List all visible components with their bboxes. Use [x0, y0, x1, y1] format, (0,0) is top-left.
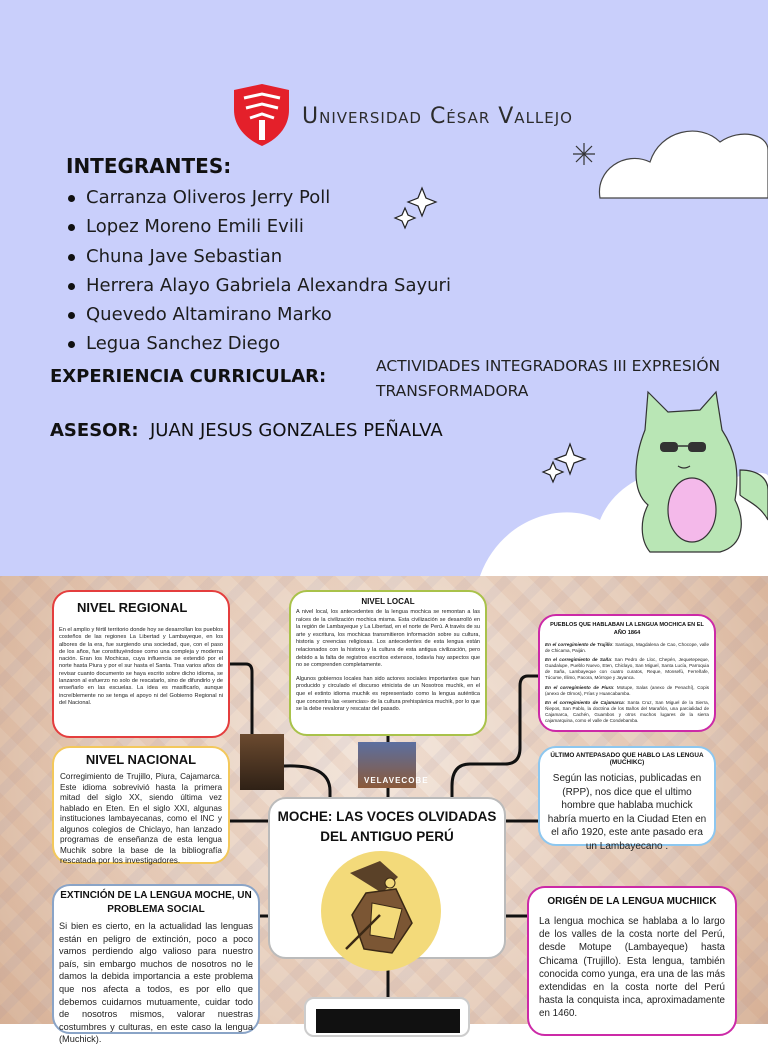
photo-caption: VELAVECOBE	[364, 776, 429, 785]
box-pueblos-1864	[538, 614, 716, 732]
box-nivel-regional	[52, 590, 230, 738]
extincion-text: Si bien es cierto, en la actualidad las lenguas están en peligro de extinción, poco a poco vamos perdiendo algo valioso para nuestro país, sin embargo muchos de nosotros no le damos la debida importancia a este problema que nos afecta a todos, es por ello que debemos cuidarnos mutuamente, cuidar todo de nosotros mismos, valorar nuestras costumbres y culturas, en este caso la lengua (Muchick).	[59, 921, 253, 1045]
pueblos-entry: En el corregimiento de Saña: San Pedro de Lloc, Chepén, Jequetepeque, Guadalupe, Pueblo Nuevo, Eten, Chiclayo, San Miguel, Santa Lucía, Parroquia de Saña, Lambayeque con cuatro curatos, Reque, Monsefú, Ferreñafe, Túcume, Illimo, Pacora, Mórrope y Jayanca.	[545, 657, 709, 681]
box-nivel-local	[289, 590, 487, 736]
member-item: Carranza Oliveros Jerry Poll	[68, 183, 451, 212]
nacional-text: Corregimiento de Trujillo, Piura, Cajamarca. Este idioma sobrevivió hasta la primera mitad del siglo XX, siendo última vez hablado en Eten. En el siglo XXI, algunas instituciones lambayecanas, como el INC y algunos colegios de Chiclayo, han lanzado programas de enseñanza de esta lengua Muchik sobre la base de la bibliografía rescatada por los investigadores.	[60, 772, 222, 865]
moche-warrior-illustration	[320, 853, 442, 963]
box-origen	[527, 886, 737, 1036]
local-text-1: A nivel local, los antecedentes de la lengua mochica se remontan a las raíces de la civilización mochica misma. Esta civilización se desarrolló en la región de Lambayeque y La Libertad, en el norte de Perú. A través de su arte y escritura, los mochicas transmitieron información sobre su cultura, historia y creencias religiosas. Los antecedentes de esta lengua están relacionados con la historia y la cultura de esta antigua civilización, pero debido a la falta de registros escritos extensos, todavía hay aspectos que no se comprenden completamente.	[296, 609, 480, 669]
bottom-image-frame	[304, 997, 470, 1037]
box-ultimo-antepasado	[538, 746, 716, 852]
pueblos-entry: En el corregimiento de Piura: Motupe, Salas (anexo de Penachí), Copis (anexo de Olmos), Frías y Huancabamba.	[545, 684, 709, 696]
member-item: Chuna Jave Sebastian	[68, 242, 451, 271]
pueblos-entry: En el corregimiento de Cajamarca: Santa Cruz, San Miguel de la Sierra, Ñiepos, San Pablo, la doctrina de los Baños del Marañón, una parcialidad de Cajamarca, Cachén, Guambos y otros muchos lugares de la sierra cajamarquina, como el valle de Condebamba.	[545, 700, 709, 723]
university-name: Universidad César Vallejo	[302, 104, 573, 129]
local-text-2: Algunos gobiernos locales han sido actores sociales importantes que han producido y circulado el discurso etnicista de un Nosotros muchik, en el que el extinto idioma muchik es representado como la lengua auténtica que concentra las «esencias» de la cultura prehispánica muchik, por lo que se la debe revalorar y rescatar del pasado.	[296, 675, 480, 713]
city-photo	[358, 742, 429, 788]
mind-map	[0, 576, 768, 1045]
asesor-value: JUAN JESUS GONZALES PEÑALVA	[150, 420, 443, 441]
asesor-label: ASESOR:	[50, 420, 139, 441]
ucv-logo-icon	[234, 84, 289, 146]
member-item: Herrera Alayo Gabriela Alexandra Sayuri	[68, 271, 451, 300]
box-center-title	[268, 797, 506, 959]
member-item: Legua Sanchez Diego	[68, 329, 451, 358]
box-extincion	[52, 884, 260, 1045]
members-list	[68, 183, 451, 359]
integrantes-heading: INTEGRANTES:	[66, 154, 232, 178]
origen-title: ORIGÉN DE LA LENGUA MUCHIICK	[547, 896, 717, 907]
member-item: Quevedo Altamirano Marko	[68, 300, 451, 329]
artifact-photo	[240, 734, 284, 790]
experiencia-value: ACTIVIDADES INTEGRADORAS III EXPRESIÓN TRANSFORMADORA	[376, 357, 721, 400]
ultimo-text: Según las noticias, publicadas en (RPP), nos dice que el ultimo hombre que hablaba muchick habría muerto en la Ciudad Eten en el año 1920, este ante pasado era un Lambayecano .	[547, 773, 707, 852]
ultimo-title: ÚLTIMO ANTEPASADO QUE HABLO LAS LENGUA (MUCHIKC)	[550, 752, 704, 766]
experiencia-label: EXPERIENCIA CURRICULAR:	[50, 366, 327, 387]
cloud-top-right	[599, 131, 768, 198]
origen-text: La lengua mochica se hablaba a lo largo de los valles de la costa norte del Perú, desde Motupe (Lambayeque) hasta Chicama (Trujillo). Esta lengua, también conocida como yunga, era una de las más extendidas en la costa norte del Perú hasta la conquista inca, aproximadamente en 1460.	[539, 916, 725, 1020]
pueblos-title: PUEBLOS QUE HABLABAN LA LENGUA MOCHICA EN EL AÑO 1864	[550, 622, 704, 636]
bottom-image	[316, 1009, 460, 1033]
local-title: NIVEL LOCAL	[361, 597, 415, 606]
regional-title: NIVEL REGIONAL	[77, 600, 188, 615]
regional-text: En el amplio y fértil territorio donde hoy se desarrollan los pueblos costeños de las regiones La Libertad y Lambayeque, en los albores de la era, fue surgiendo una sociedad, que, con el paso de los años, fue constituyéndose como una compleja y moderna nación. Eran los Mochicas, cuya influencia se extendió por el norte hasta Piura y por el sur hasta el Santa. Tras varios años de revisar cuanto documento se haya escrito sobre dicho idioma, se lanzaron al esfuerzo no solo de rescatarlo, sino de difundirlo y de enseñarlo en las escuelas. La idea es masificarlo, aunque increíblemente no se tenga el apoyo ni del Gobierno Regional ni del Nacional.	[59, 627, 223, 706]
asterisk-icon	[573, 143, 595, 165]
extincion-title: EXTINCIÓN DE LA LENGUA MOCHE, UN PROBLEMA SOCIAL	[60, 890, 252, 915]
box-nivel-nacional	[52, 746, 230, 864]
nacional-title: NIVEL NACIONAL	[85, 752, 197, 767]
center-title: MOCHE: LAS VOCES OLVIDADAS DEL ANTIGUO PERÚ	[277, 809, 497, 844]
member-item: Lopez Moreno Emili Evili	[68, 212, 451, 241]
pueblos-entry: En el corregimiento de Trujillo: Santiago, Magdalena de Cao, Chocope, valle de Chicama, Paiján.	[545, 642, 709, 653]
